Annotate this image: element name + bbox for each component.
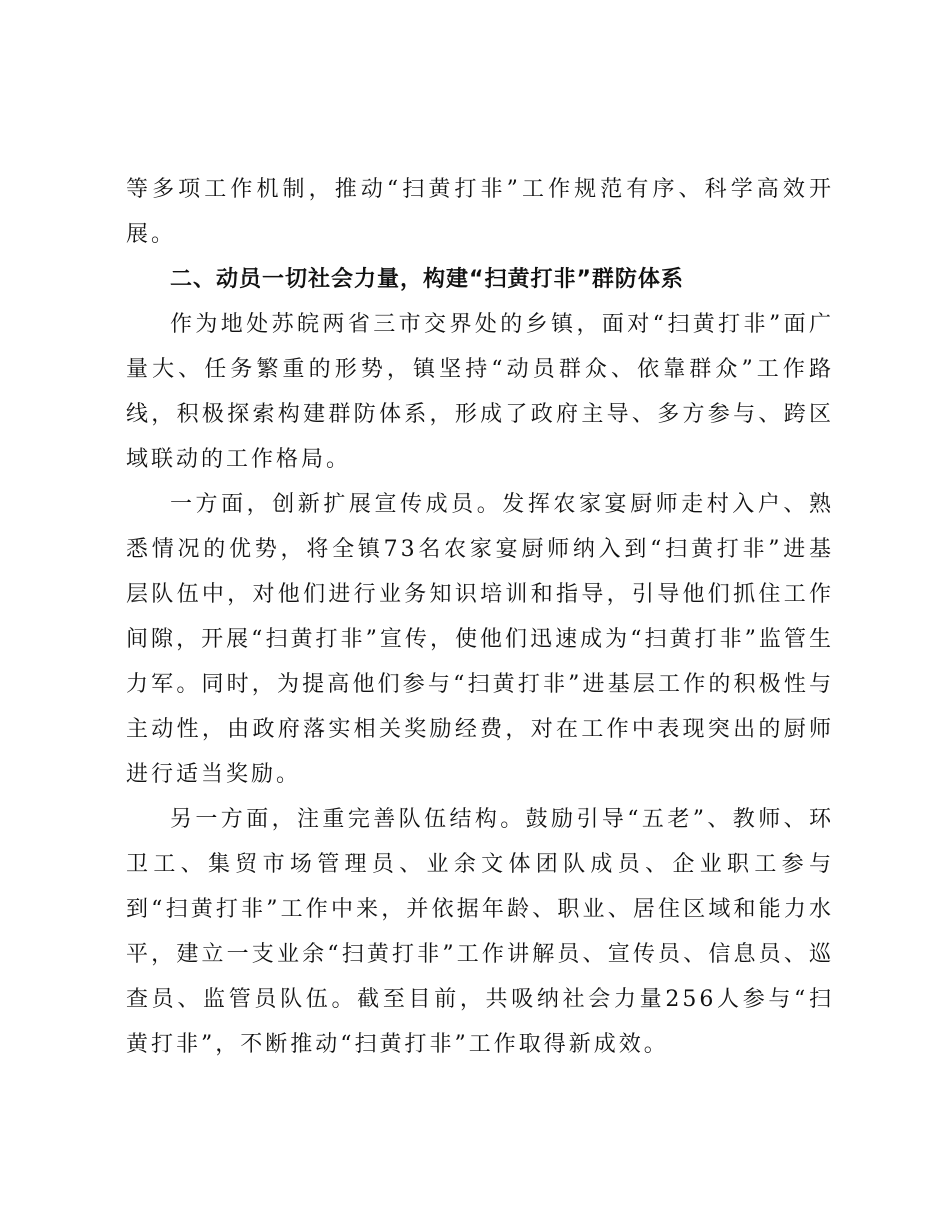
paragraph-publicity-members: 一方面，创新扩展宣传成员。发挥农家宴厨师走村入户、熟悉情况的优势，将全镇73名农家宴厨师纳入到“扫黄打非”进基层队伍中，对他们进行业务知识培训和指导，引导他们抓住工作间隙，开展“扫黄打非”宣传，使他们迅速成为“扫黄打非”监管生力军。同时，为提高他们参与“扫黄打非”进基层工作的积极性与主动性，由政府落实相关奖励经费，对在工作中表现突出的厨师进行适当奖励。 [126,492,834,787]
document-page [126,167,834,1067]
paragraph-situation: 作为地处苏皖两省三市交界处的乡镇，面对“扫黄打非”面广量大、任务繁重的形势，镇坚持“动员群众、依靠群众”工作路线，积极探索构建群防体系，形成了政府主导、多方参与、跨区域联动的工作格局。 [126,312,834,472]
paragraph-team-structure: 另一方面，注重完善队伍结构。鼓励引导“五老”、教师、环卫工、集贸市场管理员、业余文体团队成员、企业职工参与到“扫黄打非”工作中来，并依据年龄、职业、居住区域和能力水平，建立一支业余“扫黄打非”工作讲解员、宣传员、信息员、巡查员、监管员队伍。截至目前，共吸纳社会力量256人参与“扫黄打非”，不断推动“扫黄打非”工作取得新成效。 [126,807,834,1057]
continuation-paragraph: 等多项工作机制，推动“扫黄打非”工作规范有序、科学高效开展。 [126,177,834,247]
section-heading: 二、动员一切社会力量，构建“扫黄打非”群防体系 [170,267,684,292]
